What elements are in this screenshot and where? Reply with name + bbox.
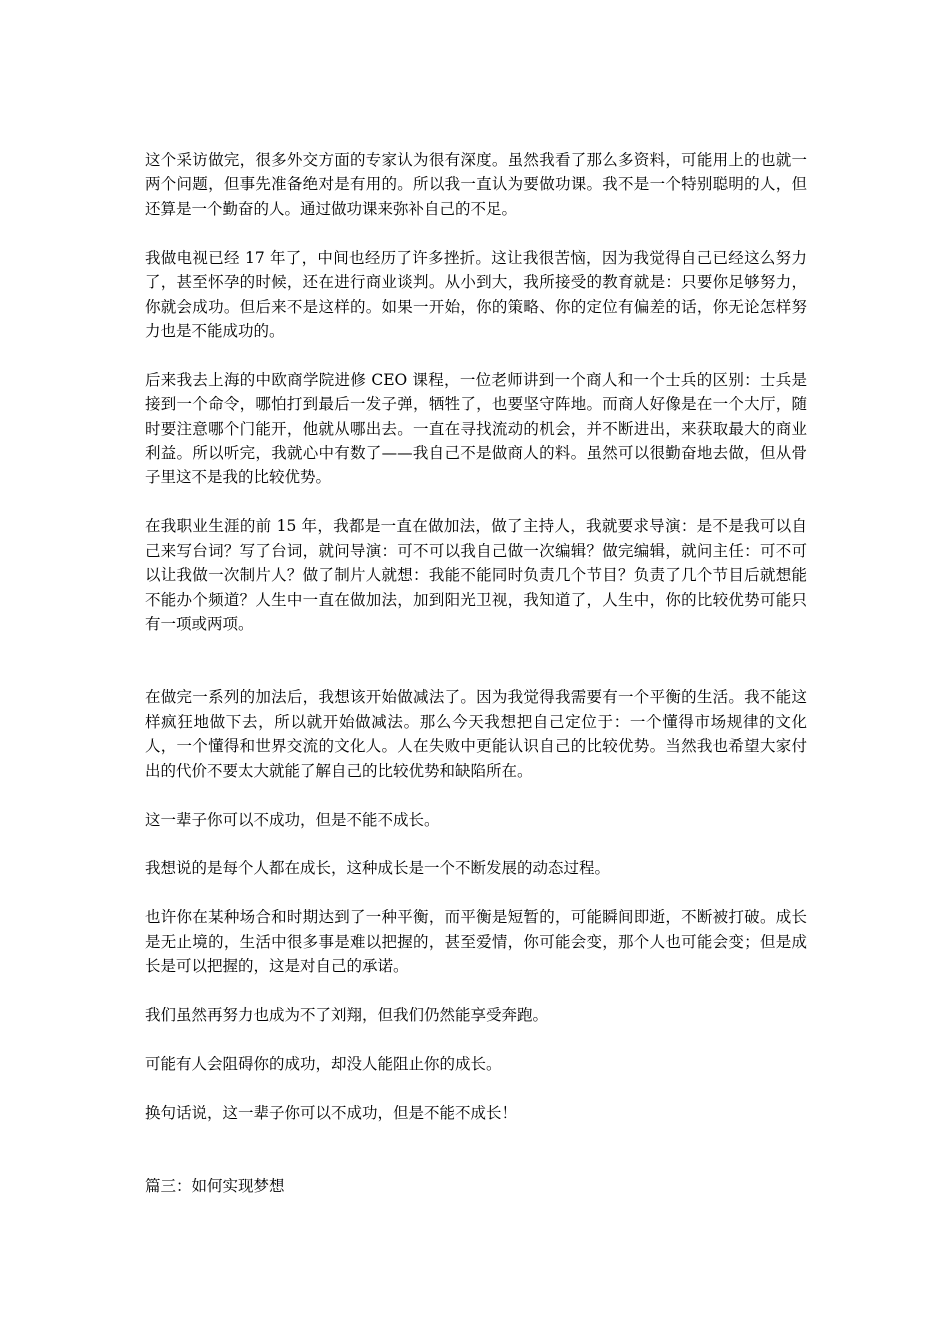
section-heading: 篇三：如何实现梦想 <box>145 1177 285 1196</box>
paragraph-8: 也许你在某种场合和时期达到了一种平衡，而平衡是短暂的，可能瞬间即逝，不断被打破。成长是无止境的，生活中很多事是难以把握的，甚至爱情，你可能会变，那个人也可能会变；但是成长是可以把握的，这是对自己的承诺。 <box>145 908 807 976</box>
paragraph-9: 我们虽然再努力也成为不了刘翔，但我们仍然能享受奔跑。 <box>145 1006 549 1025</box>
paragraph-1: 这个采访做完，很多外交方面的专家认为很有深度。虽然我看了那么多资料，可能用上的也就一两个问题，但事先准备绝对是有用的。所以我一直认为要做功课。我不是一个特别聪明的人，但还算是一个勤奋的人。通过做功课来弥补自己的不足。 <box>145 151 807 218</box>
paragraph-10: 可能有人会阻碍你的成功，却没人能阻止你的成长。 <box>145 1054 502 1073</box>
paragraph-3: 后来我去上海的中欧商学院进修 CEO 课程，一位老师讲到一个商人和一个士兵的区别：士兵是接到一个命令，哪怕打到最后一发子弹，牺牲了，也要坚守阵地。而商人好像是在一个大厅，随时要注意哪个门能开，他就从哪出去。一直在寻找流动的机会，并不断进出，来获取最大的商业利益。所以听完，我就心中有数了——我自己不是做商人的料。虽然可以很勤奋地去做，但从骨子里这不是我的比较优势。 <box>145 370 807 487</box>
paragraph-7: 我想说的是每个人都在成长，这种成长是一个不断发展的动态过程。 <box>145 859 611 878</box>
paragraph-5: 在做完一系列的加法后，我想该开始做减法了。因为我觉得我需要有一个平衡的生活。我不能这样疯狂地做下去，所以就开始做减法。那么今天我想把自己定位于：一个懂得市场规律的文化人，一个懂得和世界交流的文化人。人在失败中更能认识自己的比较优势。当然我也希望大家付出的代价不要太大就能了解自己的比较优势和缺陷所在。 <box>145 688 807 780</box>
paragraph-4: 在我职业生涯的前 15 年，我都是一直在做加法，做了主持人，我就要求导演：是不是我可以自己来写台词？写了台词，就问导演：可不可以我自己做一次编辑？做完编辑，就问主任：可不可以让我做一次制片人？做了制片人就想：我能不能同时负责几个节目？负责了几个节目后就想能不能办个频道？人生中一直在做加法，加到阳光卫视，我知道了，人生中，你的比较优势可能只有一项或两项。 <box>145 517 807 633</box>
paragraph-11: 换句话说，这一辈子你可以不成功，但是不能不成长！ <box>145 1103 518 1122</box>
paragraph-6: 这一辈子你可以不成功，但是不能不成长。 <box>145 810 440 829</box>
document-body <box>145 148 807 1223</box>
paragraph-2: 我做电视已经 17 年了，中间也经历了许多挫折。这让我很苦恼，因为我觉得自己已经这么努力了，甚至怀孕的时候，还在进行商业谈判。从小到大，我所接受的教育就是：只要你足够努力，你就会成功。但后来不是这样的。如果一开始，你的策略、你的定位有偏差的话，你无论怎样努力也是不能成功的。 <box>145 248 807 340</box>
